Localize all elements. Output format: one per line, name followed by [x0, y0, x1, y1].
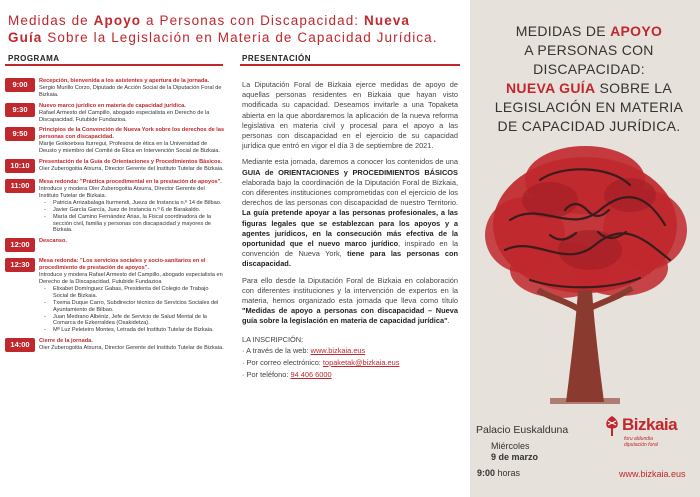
- title-line-1: Medidas de Apoyo a Personas con Discapacidad: Nueva: [8, 13, 411, 28]
- program-speaker: - Elixabet Domínguez Gabas, Presidenta del Colegio de Trabajo Social de Bizkaia.: [39, 286, 225, 300]
- inscription-phone-value[interactable]: 94 406 6000: [290, 369, 332, 379]
- program-item-title: Principios de la Convención de Nueva York sobre los derechos de las personas con discapacidad.: [39, 127, 225, 141]
- cover-title: MEDIDAS DE APOYO A PERSONAS CON DISCAPACIDAD: NUEVA GUÍA SOBRE LA LEGISLACIÓN EN MATERIA DE CAPACIDAD JURÍDICA.: [494, 23, 684, 134]
- program-speaker: - María del Camino Fernández Arias, la Fiscal coordinadora de la sección civil, familia y personas con discapacidad y mayores de Bizkaia.: [39, 214, 225, 235]
- program-item: [5, 159, 225, 175]
- program-item-desc: Oier Zuberogoitia Atxurra, Director Gerente del Instituto Tutelar de Bizkaia.: [39, 165, 224, 172]
- program-time-badge: 9:30: [5, 103, 35, 117]
- program-time-badge: 11:00: [5, 179, 35, 193]
- program-speaker: - Txema Duque Carro, Subdirector técnico de Servicios Sociales del Ayuntamiento de Bilbao.: [39, 300, 225, 314]
- program-item-title: Mesa redonda: "Práctica procedimental en la prestación de apoyos".: [39, 179, 222, 186]
- program-item-desc: Oier Zuberogoitia Atxurra, Director Gerente del Instituto Tutelar de Bizkaia.: [39, 345, 224, 352]
- presentation-section: [242, 80, 458, 381]
- program-item: [5, 103, 225, 124]
- inscription-email-link[interactable]: topaketak@bizkaia.eus: [322, 357, 400, 367]
- inscription-title: LA INSCRIPCIÓN:: [242, 334, 304, 344]
- program-item-desc: Marije Goikoetxea Iturregui, Profesora de ética en la Universidad de Deusto y miembro del Comité de Ética en Intervención Social de Bizkaia.: [39, 141, 220, 155]
- program-speaker: - Patricia Arrizabalaga Iturmendi, Jueza de Instancia n.º 14 de Bilbao.: [39, 200, 225, 207]
- event-date: 9 de marzo: [491, 452, 539, 462]
- presentation-paragraph-3: Para ello desde la Diputación Foral de Bizkaia en colaboración con diferentes instituciones y la intervención de expertos en la materia, hemos organizado esta jornada que lleva como título "Medidas de apoyo a personas con discapacidad – Nueva guía sobre la legislación en materia de capacidad jurídica".: [242, 275, 458, 326]
- program-item-title: Mesa redonda: "Los servicios sociales y socio-sanitarios en el procedimiento de prestación de apoyos".: [39, 258, 206, 272]
- presentacion-rule: [240, 64, 460, 66]
- presentation-paragraph-2: Mediante esta jornada, daremos a conocer los contenidos de una GUIA de ORIENTACIONES y PROCEDIMIENTOS BÁSICOS elaborada bajo la coordinación de la Diputación Foral de Bizkaia, con diferentes instituciones comprometidas con el ejercicio de los derechos de las personas con discapacidad de nuestro Territorio. La guía pretende apoyar a las personas profesionales, a las figuras legales que se establezcan para los apoyos y a agentes jurídicos, en la consecución más efectiva de la oportunidad que el nuevo marco jurídico, inspirado en la convención de Nueva York, tiene para las personas con discapacidad.: [242, 157, 458, 269]
- program-item-title: Nuevo marco jurídico en materia de capacidad jurídica.: [39, 102, 186, 109]
- program-time-badge: 10:10: [5, 159, 35, 173]
- programa-rule: [5, 64, 223, 66]
- program-speaker: - Juan Medrano Albéniz, Jefe de Servicio de Salud Mental de la Comarca de Ezkerraldea (Osakidetza).: [39, 314, 225, 328]
- program-speaker: - Javier García García, Juez de Instancia n.º 6 de Barakaldo.: [39, 207, 225, 214]
- program-item-title: Presentación de la Guía de Orientaciones y Procedimientos Básicos.: [39, 159, 223, 166]
- page-title: [8, 12, 468, 46]
- programa-heading: PROGRAMA: [8, 54, 60, 63]
- presentation-paragraph-1: La Diputación Foral de Bizkaia ejerce medidas de apoyo de aquellas personas residentes en Bizkaia que hayan visto modificada su capacidad. Deseamos invitarle a una Topaketa abierta en la que abordaremos la aplicación de la nueva reforma legislativa en materia civil y procesal para el apoyo a las personas con discapacidad en el ejercicio de su capacidad jurídica que entró en vigor el día 3 de septiembre de 2021.: [242, 80, 458, 151]
- program-item-desc: Sergio Murillo Corzo, Diputado de Acción Social de la Diputación Foral de Bizkaia.: [39, 84, 222, 98]
- program-time-badge: 9:00: [5, 78, 35, 92]
- program-list: [5, 78, 225, 358]
- event-hour: 9:00 horas: [477, 468, 521, 478]
- program-speaker-list: [39, 286, 225, 334]
- venue: Palacio Euskalduna: [476, 424, 569, 436]
- program-item: [5, 258, 225, 334]
- program-item: [5, 238, 225, 254]
- program-item: [5, 338, 225, 354]
- program-item-title: Descanso.: [39, 238, 67, 245]
- inscription-phone: · Por teléfono: 94 406 6000: [242, 369, 332, 379]
- program-time-badge: 12:30: [5, 258, 35, 272]
- program-time-badge: 9:50: [5, 127, 35, 141]
- program-item-title: Cierre de la jornada.: [39, 338, 93, 345]
- logo-sub-eu: foru aldundia: [624, 436, 653, 442]
- program-speaker: - Mª Luz Peleteiro Montes, Letrada del Instituto Tutelar de Bizkaia.: [39, 327, 225, 334]
- presentacion-heading: PRESENTACIÓN: [242, 54, 311, 63]
- event-weekday: Miércoles: [491, 441, 530, 451]
- program-item: [5, 127, 225, 155]
- website-link[interactable]: www.bizkaia.eus: [619, 469, 686, 479]
- program-item-desc: Introduce y modera Oier Zuberogoitia Atxurra, Director Gerente del Instituto Tutelar de Bizkaia.: [39, 185, 205, 199]
- program-item-desc: Introduce y modera Rafael Armesto del Campillo, abogado especialista en Derecho de la Discapacidad. Futubide Fundazioa: [39, 272, 223, 286]
- program-time-badge: 12:00: [5, 238, 35, 252]
- title-line-2: Guía Sobre la Legislación en Materia de Capacidad Jurídica.: [8, 30, 438, 45]
- program-item-title: Recepción, bienvenida a los asistentes y apertura de la jornada.: [39, 78, 210, 84]
- program-time-badge: 14:00: [5, 338, 35, 352]
- logo-sub-es: diputación foral: [624, 442, 658, 448]
- bizkaia-logo: [604, 415, 696, 455]
- program-item-desc: Rafael Armesto del Campillo, abogado especialista en Derecho de la Discapacidad. Futubide Fundazioa.: [39, 109, 210, 123]
- inscription-web-link[interactable]: www.bizkaia.eus: [310, 345, 366, 355]
- logo-text: Bizkaia: [622, 415, 678, 434]
- tree-hands-illustration: [480, 140, 690, 410]
- bizkaia-tree-icon: [604, 415, 620, 437]
- program-speaker-list: [39, 200, 225, 235]
- inscription-web: · A través de la web: www.bizkaia.eus: [242, 345, 366, 355]
- inscription-email: · Por correo electrónico: topaketak@bizkaia.eus: [242, 357, 400, 367]
- program-item: [5, 78, 225, 99]
- program-item: [5, 179, 225, 234]
